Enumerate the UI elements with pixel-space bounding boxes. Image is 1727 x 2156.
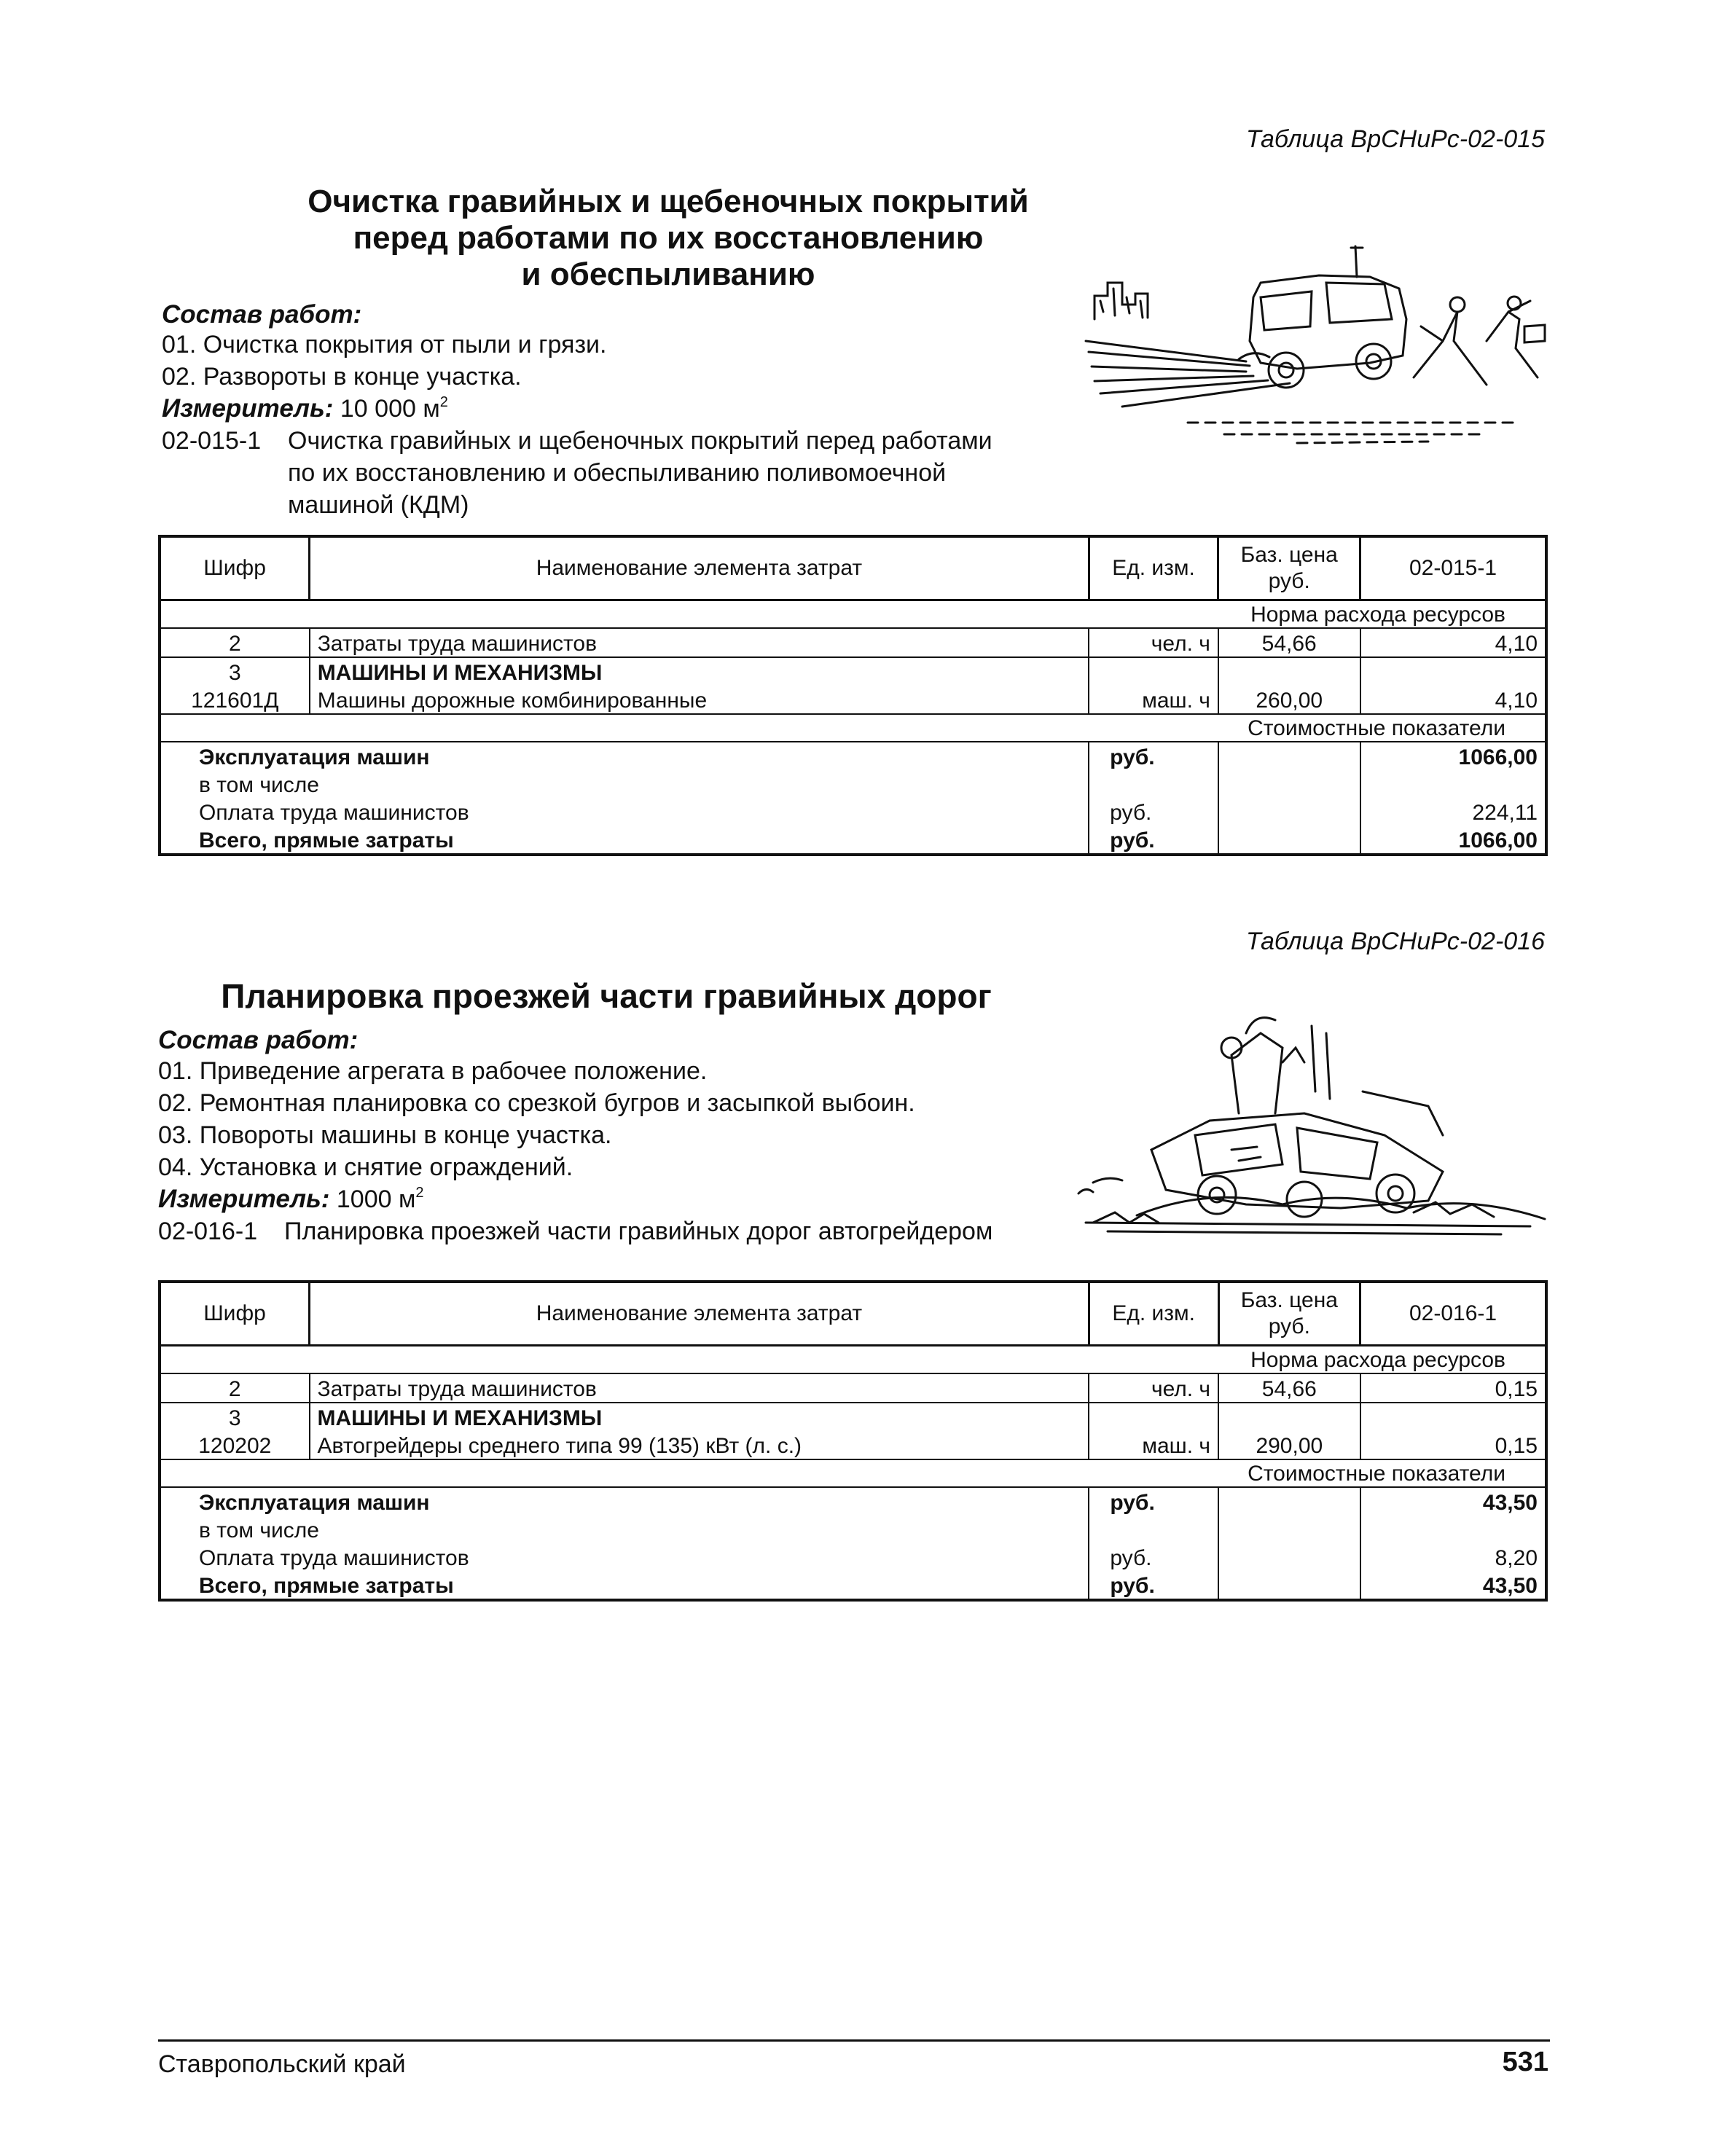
total-name: Всего, прямые затраты bbox=[160, 826, 1089, 855]
cell-unit bbox=[1089, 1403, 1218, 1431]
title-line: и обеспыливанию bbox=[521, 256, 815, 292]
cell-unit bbox=[1089, 657, 1218, 686]
meter-sup: 2 bbox=[415, 1185, 424, 1201]
item-code: 02-015-1 bbox=[162, 427, 262, 455]
cell-code: 3 bbox=[160, 657, 310, 686]
header-code: Шифр bbox=[160, 536, 310, 600]
cell-unit: маш. ч bbox=[1089, 686, 1218, 714]
cell-unit: чел. ч bbox=[1089, 628, 1218, 657]
meter-label: Измеритель: bbox=[162, 394, 334, 423]
cell-code: 120202 bbox=[160, 1431, 310, 1459]
cell-price: 54,66 bbox=[1218, 1373, 1360, 1403]
total-unit bbox=[1089, 1516, 1218, 1543]
header-unit: Ед. изм. bbox=[1089, 1282, 1218, 1346]
work-item: 02. Ремонтная планировка со срезкой бугров и засыпкой выбоин. bbox=[158, 1089, 915, 1117]
table-label: Таблица ВрСНиРс-02-016 bbox=[1245, 928, 1545, 955]
cell-price: 54,66 bbox=[1218, 628, 1360, 657]
table-row bbox=[160, 1403, 1546, 1431]
cell-name: Автогрейдеры среднего типа 99 (135) кВт (л. с.) bbox=[310, 1431, 1089, 1459]
header-price: Баз. цена руб. bbox=[1218, 536, 1360, 600]
cell-price: 260,00 bbox=[1218, 686, 1360, 714]
header-rate-code: 02-016-1 bbox=[1360, 1282, 1546, 1346]
total-unit: руб. bbox=[1089, 1487, 1218, 1516]
composition-label: Состав работ: bbox=[158, 1026, 359, 1054]
table-row bbox=[160, 628, 1546, 657]
table-row bbox=[160, 686, 1546, 714]
total-row bbox=[160, 826, 1546, 855]
item-desc-line: машиной (КДМ) bbox=[288, 491, 469, 519]
total-value: 8,20 bbox=[1360, 1543, 1546, 1571]
total-unit: руб. bbox=[1089, 1543, 1218, 1571]
total-unit: руб. bbox=[1089, 742, 1218, 770]
total-value: 1066,00 bbox=[1360, 826, 1546, 855]
cell-value: 0,15 bbox=[1360, 1431, 1546, 1459]
total-row bbox=[160, 1543, 1546, 1571]
total-unit: руб. bbox=[1089, 1571, 1218, 1600]
total-empty bbox=[1218, 1571, 1360, 1600]
work-item: 02. Развороты в конце участка. bbox=[162, 363, 522, 391]
total-name: Оплата труда машинистов bbox=[160, 1543, 1089, 1571]
total-value bbox=[1360, 1516, 1546, 1543]
total-unit: руб. bbox=[1089, 826, 1218, 855]
cell-unit: маш. ч bbox=[1089, 1431, 1218, 1459]
cell-price: 290,00 bbox=[1218, 1431, 1360, 1459]
work-item: 01. Приведение агрегата в рабочее положение. bbox=[158, 1057, 708, 1085]
cell-value: 0,15 bbox=[1360, 1373, 1546, 1403]
item-desc-line: по их восстановлению и обеспыливанию поливомоечной bbox=[288, 459, 947, 487]
total-value: 224,11 bbox=[1360, 798, 1546, 826]
table-row bbox=[160, 1431, 1546, 1459]
total-row bbox=[160, 798, 1546, 826]
header-name: Наименование элемента затрат bbox=[310, 536, 1089, 600]
total-name: Всего, прямые затраты bbox=[160, 1571, 1089, 1600]
cell-value bbox=[1360, 657, 1546, 686]
table-row bbox=[160, 1373, 1546, 1403]
work-item: 04. Установка и снятие ограждений. bbox=[158, 1153, 573, 1181]
cell-name: Затраты труда машинистов bbox=[310, 628, 1089, 657]
header-name: Наименование элемента затрат bbox=[310, 1282, 1089, 1346]
cost-label: Стоимостные показатели bbox=[160, 714, 1546, 742]
cost-table-02-015 bbox=[158, 535, 1548, 856]
total-unit bbox=[1089, 770, 1218, 798]
header-rate-code: 02-015-1 bbox=[1360, 536, 1546, 600]
total-unit: руб. bbox=[1089, 798, 1218, 826]
item-desc: Планировка проезжей части гравийных дорог автогрейдером bbox=[284, 1218, 993, 1245]
page-number: 531 bbox=[1502, 2047, 1548, 2077]
total-value: 43,50 bbox=[1360, 1487, 1546, 1516]
cell-unit: чел. ч bbox=[1089, 1373, 1218, 1403]
meter bbox=[158, 1185, 423, 1214]
cell-code: 2 bbox=[160, 628, 310, 657]
total-value: 43,50 bbox=[1360, 1571, 1546, 1600]
total-name: Эксплуатация машин bbox=[160, 1487, 1089, 1516]
cell-value: 4,10 bbox=[1360, 628, 1546, 657]
meter-value: 10 000 м bbox=[333, 395, 440, 423]
total-empty bbox=[1218, 1516, 1360, 1543]
work-item: 03. Повороты машины в конце участка. bbox=[158, 1121, 612, 1149]
cell-code: 2 bbox=[160, 1373, 310, 1403]
total-value bbox=[1360, 770, 1546, 798]
meter bbox=[162, 394, 448, 423]
work-item: 01. Очистка покрытия от пыли и грязи. bbox=[162, 331, 607, 358]
header-price: Баз. цена руб. bbox=[1218, 1282, 1360, 1346]
total-row bbox=[160, 770, 1546, 798]
norm-label: Норма расхода ресурсов bbox=[160, 1346, 1546, 1374]
total-empty bbox=[1218, 742, 1360, 770]
cell-name: МАШИНЫ И МЕХАНИЗМЫ bbox=[310, 657, 1089, 686]
cell-name: МАШИНЫ И МЕХАНИЗМЫ bbox=[310, 1403, 1089, 1431]
total-row bbox=[160, 1571, 1546, 1600]
section-title: Планировка проезжей части гравийных дорог bbox=[221, 977, 992, 1015]
cell-price bbox=[1218, 1403, 1360, 1431]
composition-label: Состав работ: bbox=[162, 300, 362, 329]
meter-sup: 2 bbox=[439, 394, 448, 410]
total-name: Оплата труда машинистов bbox=[160, 798, 1089, 826]
cell-code: 3 bbox=[160, 1403, 310, 1431]
total-empty bbox=[1218, 1487, 1360, 1516]
cost-label: Стоимостные показатели bbox=[160, 1459, 1546, 1487]
title-line: Очистка гравийных и щебеночных покрытий bbox=[308, 184, 1029, 219]
header-unit: Ед. изм. bbox=[1089, 536, 1218, 600]
cell-name: Машины дорожные комбинированные bbox=[310, 686, 1089, 714]
table-row bbox=[160, 657, 1546, 686]
cell-value bbox=[1360, 1403, 1546, 1431]
cell-value: 4,10 bbox=[1360, 686, 1546, 714]
cell-name: Затраты труда машинистов bbox=[310, 1373, 1089, 1403]
cell-code: 121601Д bbox=[160, 686, 310, 714]
table-label: Таблица ВрСНиРс-02-015 bbox=[1245, 125, 1545, 153]
cost-table-02-016 bbox=[158, 1280, 1548, 1602]
motor-grader-illustration bbox=[1064, 1004, 1552, 1244]
total-row bbox=[160, 1516, 1546, 1543]
total-row bbox=[160, 1487, 1546, 1516]
meter-label: Измеритель: bbox=[158, 1185, 330, 1213]
total-name: в том числе bbox=[160, 770, 1089, 798]
total-empty bbox=[1218, 770, 1360, 798]
norm-label: Норма расхода ресурсов bbox=[160, 600, 1546, 629]
total-row bbox=[160, 742, 1546, 770]
footer-divider bbox=[158, 2039, 1550, 2042]
total-empty bbox=[1218, 826, 1360, 855]
total-value: 1066,00 bbox=[1360, 742, 1546, 770]
item-code: 02-016-1 bbox=[158, 1218, 258, 1245]
cell-price bbox=[1218, 657, 1360, 686]
total-name: Эксплуатация машин bbox=[160, 742, 1089, 770]
total-empty bbox=[1218, 1543, 1360, 1571]
header-code: Шифр bbox=[160, 1282, 310, 1346]
total-empty bbox=[1218, 798, 1360, 826]
footer-region: Ставропольский край bbox=[158, 2050, 406, 2078]
item-desc-line: Очистка гравийных и щебеночных покрытий перед работами bbox=[288, 427, 992, 455]
title-line: перед работами по их восстановлению bbox=[353, 220, 984, 256]
section-title bbox=[158, 184, 1178, 293]
meter-value: 1000 м bbox=[329, 1185, 416, 1213]
total-name: в том числе bbox=[160, 1516, 1089, 1543]
road-cleaning-machine-illustration bbox=[1078, 232, 1552, 450]
